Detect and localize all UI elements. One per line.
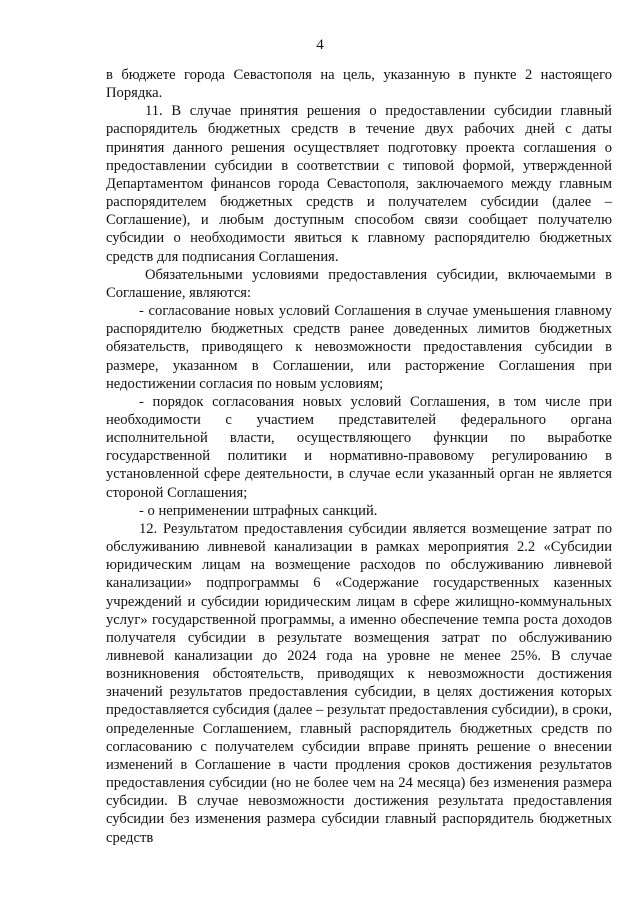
paragraph-clause-12: 12. Результатом предоставления субсидии является возмещение затрат по обслуживанию ливневой канализации в рамках мероприятия 2.2 «Субсидии юридическим лицам на возмещение расходов по обслуживанию ливневой канализации» подпрограммы 6 «Содержание государственных казенных учреждений и субсидии юридическим лицам в сфере жилищно-коммунальных услуг» государственной программы, а именно обеспечение темпа роста доходов получателя субсидии в результате возмещения затрат по обслуживанию ливневой канализации до 2024 года на уровне не менее 25%. В случае возникновения обстоятельств, приводящих к невозможности достижения значений результатов предоставления субсидии, в целях достижения которых предоставляется субсидия (далее – результат предоставления субсидии), в сроки, определенные Соглашением, главный распорядитель бюджетных средств по согласованию с получателем субсидии вправе принять решение о внесении изменений в Соглашение в части продления сроков достижения результатов предоставления субсидии (но не более чем на 24 месяца) без изменения размера субсидии. В случае невозможности достижения результата предоставления субсидии без изменения размера субсидии главный распорядитель бюджетных средств bbox=[106, 520, 612, 846]
list-item-condition-3: - о неприменении штрафных санкций. bbox=[139, 502, 378, 519]
list-item-condition-1: - согласование новых условий Соглашения в случае уменьшения главному распорядителю бюджетных средств ранее доведенных лимитов бюджетных обязательств, приводящего к невозможности предоставления субсидии в размере, указанном в Соглашении, или расторжение Соглашения при недостижении согласия по новым условиям; bbox=[106, 303, 612, 392]
document-body bbox=[106, 66, 612, 847]
paragraph-clause-11: 11. В случае принятия решения о предоставлении субсидии главный распорядитель бюджетных средств в течение двух рабочих дней с даты принятия данного решения осуществляет подготовку проекта соглашения о предоставлении субсидии в соответствии с типовой формой, утвержденной Департаментом финансов города Севастополя, заключаемого между главным распорядителем бюджетных средств и получателем субсидии (далее – Соглашение), и любым доступным способом связи сообщает получателю субсидии о необходимости явиться к главному распорядителю бюджетных средств для подписания Соглашения. bbox=[106, 103, 612, 265]
page-number: 4 bbox=[316, 37, 324, 53]
paragraph-mandatory-conditions: Обязательными условиями предоставления субсидии, включаемыми в Соглашение, являются: bbox=[106, 266, 612, 301]
paragraph-budget-continuation: в бюджете города Севастополя на цель, указанную в пункте 2 настоящего Порядка. bbox=[106, 67, 612, 102]
list-item-condition-2: - порядок согласования новых условий Соглашения, в том числе при необходимости с участием представителей федерального органа исполнительной власти, осуществляющего функции по выработке государственной политики и нормативно-правовому регулированию в установленной сфере деятельности, в случае если указанный орган не является стороной Соглашения; bbox=[106, 393, 612, 501]
